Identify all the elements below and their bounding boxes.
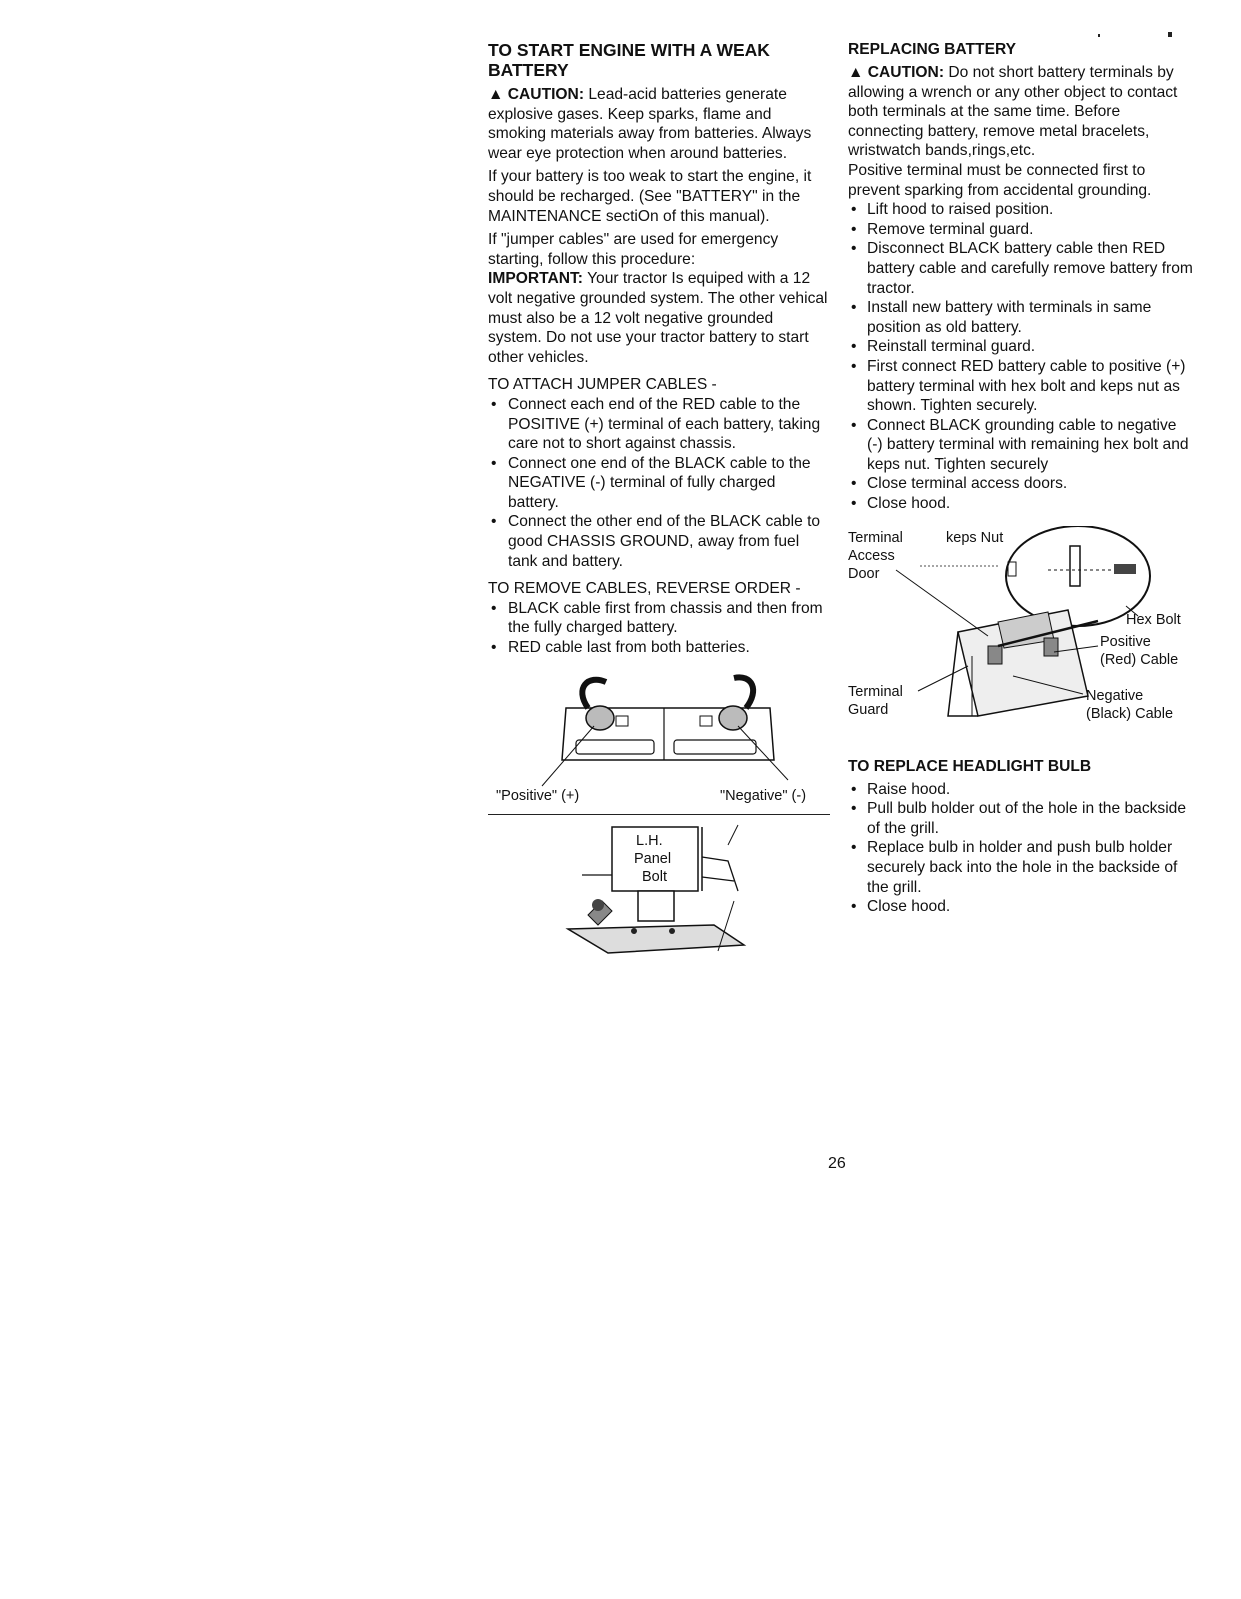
list-item: • Install new battery with terminals in same position as old battery. [848,298,1193,337]
battery-replacement-figure [848,526,1193,741]
list-item: • Raise hood. [848,780,1193,800]
attach-steps-list [488,395,830,571]
scan-mark [1098,34,1100,37]
terminal-access-door-label-2: Access [848,547,895,564]
important-paragraph [488,269,830,367]
section-title-replacing-battery: REPLACING BATTERY [848,41,1017,58]
terminal-access-door-label-3: Door [848,565,880,582]
caution-label: CAUTION: [507,86,585,103]
list-item: • Reinstall terminal guard. [848,337,1193,357]
remove-steps-list [488,599,830,658]
list-item: • RED cable last from both batteries. [488,638,830,658]
terminal-guard-label-2: Guard [848,701,889,718]
caution-paragraph [848,63,1193,161]
list-item: • Connect BLACK grounding cable to negative (-) battery terminal with remaining hex bolt and keps nut. Tighten securely [848,416,1193,475]
negative-cable-label-2: (Black) Cable [1086,705,1174,722]
list-item: • First connect RED battery cable to positive (+) battery terminal with hex bolt and keps nut as shown. Tighten securely. [848,357,1193,416]
page-number: 26 [828,1155,846,1172]
positive-cable-label-2: (Red) Cable [1100,651,1179,668]
keps-nut-label: keps Nut [946,529,1004,546]
list-item: • BLACK cable first from chassis and then from the fully charged battery. [488,599,830,638]
important-label: IMPORTANT: [488,270,583,288]
left-column [488,40,830,961]
list-item: • Connect one end of the BLACK cable to the NEGATIVE (-) terminal of fully charged battery. [488,454,830,513]
replace-steps-list [848,200,1193,514]
list-item: • Pull bulb holder out of the hole in the backside of the grill. [848,799,1193,838]
terminal-guard-label-1: Terminal [848,683,903,700]
caution-paragraph [488,85,830,163]
list-item: • Lift hood to raised position. [848,200,1193,220]
negative-label: "Negative" (-) [720,787,807,804]
positive-cable-label-1: Positive [1100,633,1151,650]
list-item: • Close hood. [848,897,1193,917]
jumper-cable-figure [488,668,830,788]
list-item: • Replace bulb in holder and push bulb holder securely back into the hole in the backside of the grill. [848,838,1193,897]
positive-label: "Positive" (+) [496,787,580,804]
list-item: • Close terminal access doors. [848,474,1193,494]
hex-bolt-label: Hex Bolt [1126,611,1181,628]
panel-label: Panel [634,850,672,867]
panel-bolt-figure [488,821,830,961]
bolt-label: Bolt [642,868,667,885]
caution-icon: ▲ [488,86,504,103]
negative-cable-label-1: Negative [1086,687,1144,704]
important-text: Your tractor Is equiped with a 12 volt negative grounded system. The other vehical must also be a 12 volt negative grounded system. Do not use your tractor battery to start other vehicles. [488,270,828,366]
caution-text: Do not short battery terminals by allowing a wrench or any other object to contact both terminals at the same time. Before connecting battery, remove metal bracelets, wristwatch bands,rings,etc. [848,64,1178,160]
list-item: • Connect the other end of the BLACK cable to good CHASSIS GROUND, away from fuel tank and battery. [488,512,830,571]
remove-heading: TO REMOVE CABLES, REVERSE ORDER - [488,580,801,598]
headlight-steps-list [848,780,1193,917]
attach-heading: TO ATTACH JUMPER CABLES - [488,376,717,394]
jumper-paragraph: If "jumper cables" are used for emergency starting, follow this procedure: [488,231,779,268]
weak-battery-paragraph: If your battery is too weak to start the engine, it should be recharged. (See "BATTERY" in the MAINTENANCE sectiOn of this manual). [488,168,812,225]
figure-divider [488,814,830,815]
right-column [848,40,1193,917]
battery-terminals-illustration [488,668,830,788]
lh-label: L.H. [636,832,663,849]
list-item: • Disconnect BLACK battery cable then RED battery cable and carefully remove battery from tractor. [848,239,1193,298]
section-title-weak-battery: TO START ENGINE WITH A WEAK BATTERY [488,40,770,80]
caution-label: CAUTION: [867,64,945,81]
scan-mark [1168,32,1172,37]
list-item: • Connect each end of the RED cable to the POSITIVE (+) terminal of each battery, taking care not to short against chassis. [488,395,830,454]
jumper-figure-labels [488,788,830,810]
section-title-headlight: TO REPLACE HEADLIGHT BULB [848,757,1092,775]
terminal-access-door-label-1: Terminal [848,529,903,546]
list-item: • Close hood. [848,494,1193,514]
caution-icon: ▲ [848,64,864,81]
positive-first-paragraph: Positive terminal must be connected first to prevent sparking from accidental grounding. [848,161,1152,199]
caution-text: Lead-acid batteries generate explosive gases. Keep sparks, flame and smoking materials away from batteries. Always wear eye protection when around batteries. [488,86,812,162]
list-item: • Remove terminal guard. [848,220,1193,240]
